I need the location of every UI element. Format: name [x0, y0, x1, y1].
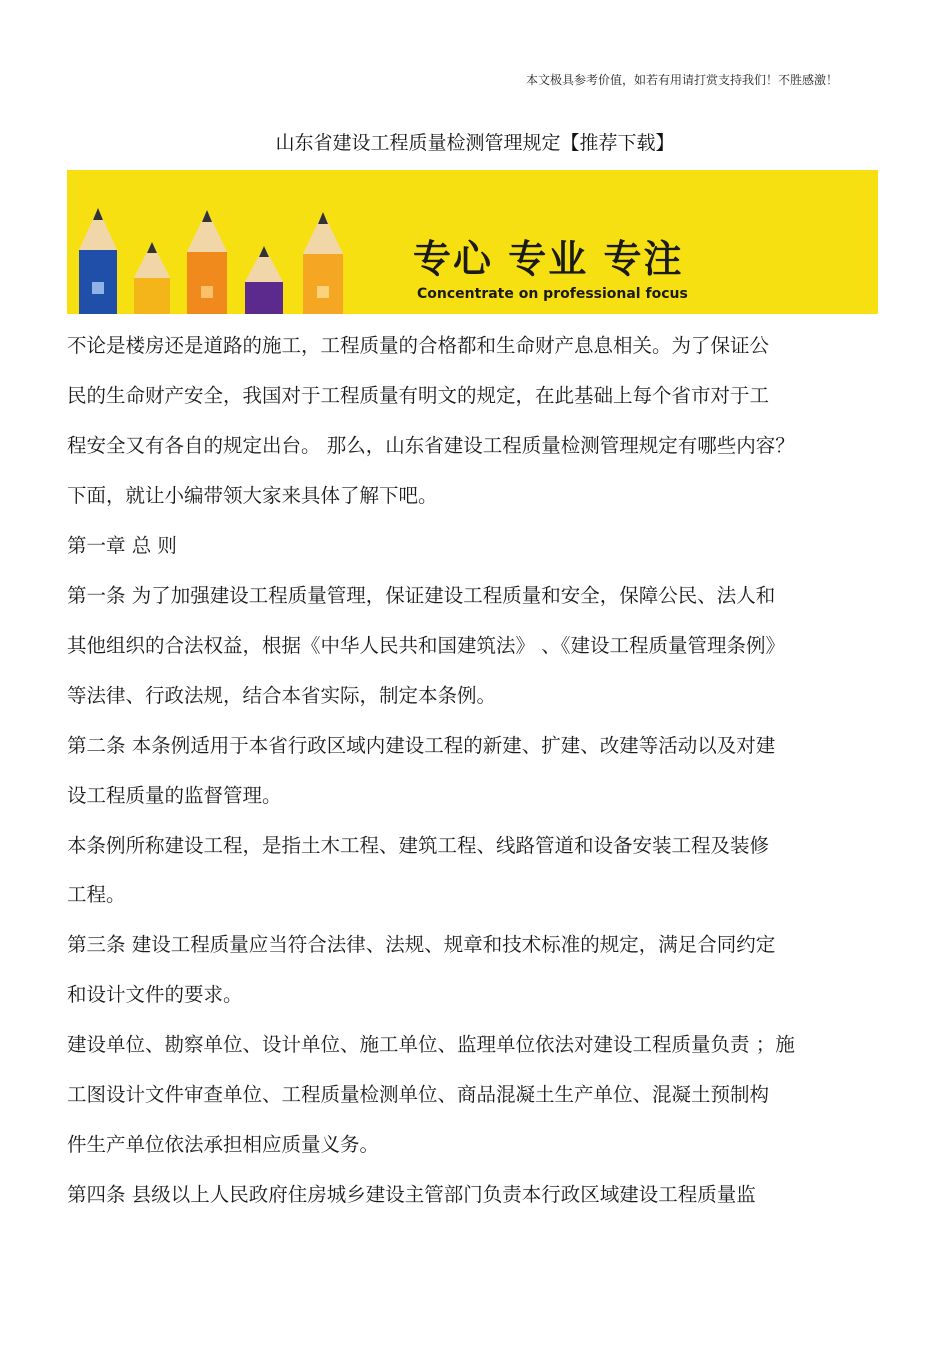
paragraph-line: 不论是楼房还是道路的施工，工程质量的合格都和生命财产息息相关。为了保证公: [67, 334, 770, 357]
pencils-illustration: [67, 170, 407, 314]
banner-image: [67, 170, 878, 314]
pencil-icon: [303, 212, 343, 314]
pencil-icon: [134, 242, 170, 314]
pencil-icon: [187, 210, 227, 314]
banner-subtitle: Concentrate on professional focus: [417, 286, 688, 302]
paragraph-line: 工图设计文件审查单位、工程质量检测单位、商品混凝土生产单位、混凝土预制构: [67, 1083, 770, 1106]
header-note: 本文极具参考价值，如若有用请打赏支持我们！不胜感激！: [525, 73, 838, 87]
paragraph-line: 第二条 本条例适用于本省行政区域内建设工程的新建、扩建、改建等活动以及对建: [67, 734, 776, 757]
paragraph-line: 建设单位、勘察单位、设计单位、施工单位、监理单位依法对建设工程质量负责 ；施: [67, 1033, 795, 1056]
banner-slogan: 专心 专业 专注: [413, 237, 684, 281]
pencil-icon: [245, 246, 283, 314]
paragraph-line: 下面，就让小编带领大家来具体了解下吧。: [67, 484, 438, 507]
paragraph-line: 第三条 建设工程质量应当符合法律、法规、规章和技术标准的规定，满足合同约定: [67, 933, 776, 956]
chapter-heading: 第一章 总 则: [67, 534, 177, 557]
paragraph-line: 本条例所称建设工程，是指土木工程、建筑工程、线路管道和设备安装工程及装修: [67, 834, 770, 857]
paragraph-line: 和设计文件的要求。: [67, 983, 243, 1006]
paragraph-line: 工程。: [67, 883, 126, 906]
paragraph-line: 其他组织的合法权益，根据《中华人民共和国建筑法》 、《建设工程质量管理条例》: [67, 634, 785, 657]
paragraph-line: 等法律、行政法规，结合本省实际，制定本条例。: [67, 684, 497, 707]
paragraph-line: 设工程质量的监督管理。: [67, 784, 282, 807]
document-title: 山东省建设工程质量检测管理规定【推荐下载】: [275, 132, 675, 154]
paragraph-line: 民的生命财产安全，我国对于工程质量有明文的规定，在此基础上每个省市对于工: [67, 384, 770, 407]
paragraph-line: 件生产单位依法承担相应质量义务。: [67, 1133, 380, 1156]
paragraph-line: 程安全又有各自的规定出台。 那么，山东省建设工程质量检测管理规定有哪些内容？: [67, 434, 795, 457]
paragraph-line: 第四条 县级以上人民政府住房城乡建设主管部门负责本行政区域建设工程质量监: [67, 1183, 756, 1206]
pencil-icon: [79, 208, 117, 314]
paragraph-line: 第一条 为了加强建设工程质量管理，保证建设工程质量和安全，保障公民、法人和: [67, 584, 776, 607]
